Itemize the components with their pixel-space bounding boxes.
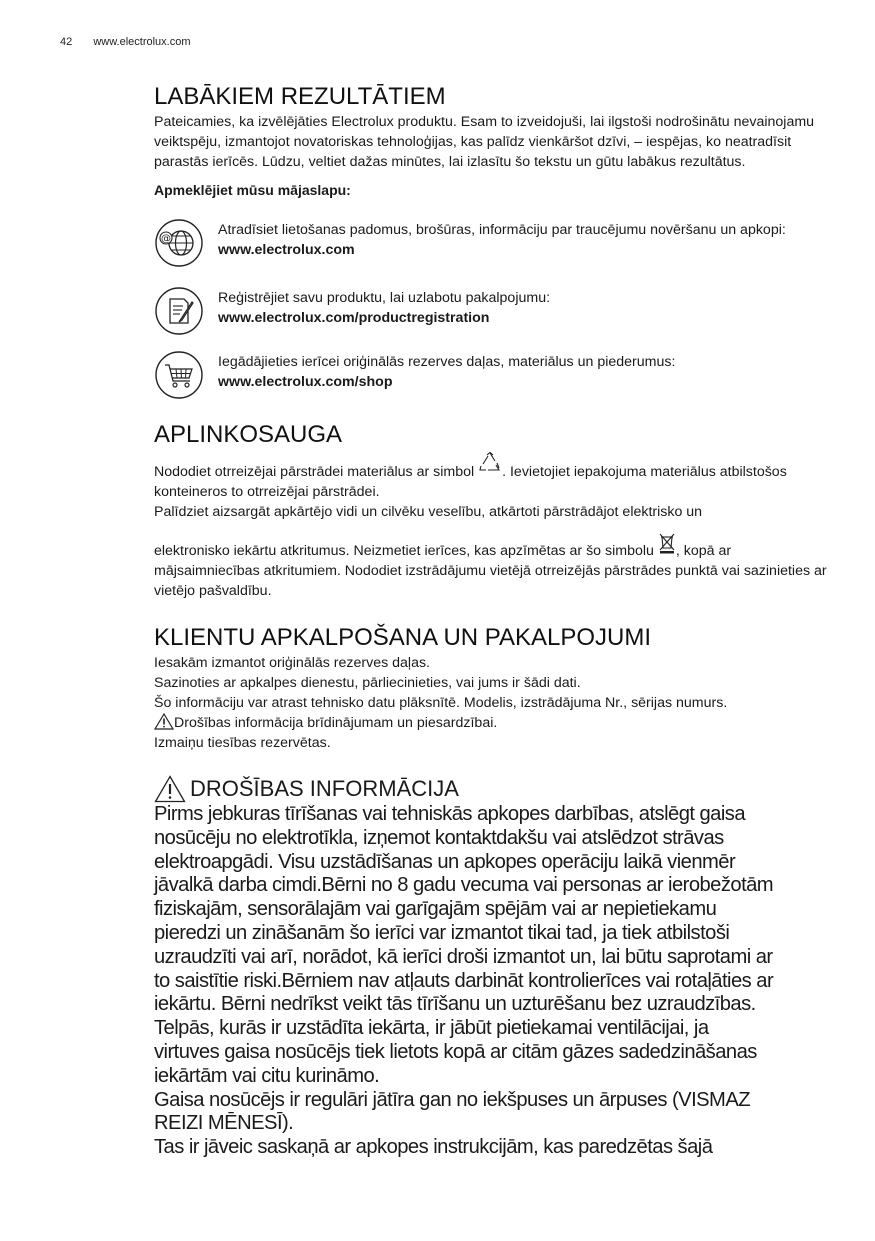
link-url-info[interactable]: www.electrolux.com <box>218 242 355 258</box>
safety-line-8: to saistītie riski.Bērniem nav atļauts darbināt kontrolierīces vai rotaļāties ar <box>154 969 774 992</box>
safety-line-6: pieredzi un zināšanām šo ierīci var izmantot tikai tad, ja tiek atbilstoši <box>154 921 730 944</box>
safety-line-7: uzraudzīti vai arī, norādot, kā ierīci droši izmantot un, lai būtu saprotami ar <box>154 945 773 968</box>
link-row-registration <box>154 288 834 338</box>
best-results-intro: Pateicamies, ka izvēlējāties Electrolux produktu. Esam to izveidojuši, lai ilgstoši nodrošinātu nevainojamu veiktspēju, izmantojot novatoriskas tehnoloģijas, kas palīdz vienkāršot dzīvi, – iespējas, ko neatradīsit parastās ierīcēs. Lūdzu, veltiet dažas minūtes, lai izlasītu šo tekstu un gūtu labākus rezultātus. <box>154 114 815 170</box>
environment-paragraph-2 <box>154 532 834 601</box>
website-url[interactable]: www.electrolux.com <box>93 36 191 48</box>
safety-line-5: fiziskajām, sensorālajām vai garīgajām spējām vai ar nepietiekamu <box>154 898 717 921</box>
link-text-registration: Reģistrējiet savu produktu, lai uzlabotu pakalpojumu: <box>218 290 551 306</box>
register-document-icon <box>154 286 204 336</box>
link-text-shop: Iegādājieties ierīcei oriģinālās rezerves daļas, materiālus un piederumus: <box>218 354 676 370</box>
page-header <box>60 36 191 48</box>
service-warning-line <box>154 713 834 733</box>
safety-line-13: Gaisa nosūcējs ir regulāri jātīra gan no iekšpuses un ārpuses (VISMAZ <box>154 1088 751 1111</box>
safety-line-10: Telpās, kurās ir uzstādīta iekārta, ir jābūt pietiekamai ventilācijai, ja <box>154 1017 709 1040</box>
link-url-registration[interactable]: www.electrolux.com/productregistration <box>218 310 490 326</box>
globe-at-icon <box>154 218 204 268</box>
service-line-2: Sazinoties ar apkalpes dienestu, pārliecinieties, vai jums ir šādi dati. <box>154 675 581 691</box>
recycling-icon <box>478 452 502 474</box>
service-warning-text: Drošības informācija brīdinājumam un piesardzībai. <box>174 715 498 731</box>
service-rights-line: Izmaiņu tiesības rezervētas. <box>154 735 331 751</box>
crossed-bin-icon <box>658 532 676 554</box>
environment-p2-start: elektronisko iekārtu atkritumus. Neizmetiet ierīces, kas apzīmētas ar šo simbolu <box>154 543 654 559</box>
page-number: 42 <box>60 36 73 48</box>
environment-p1-end: . Ievietojiet iepakojuma materiālus atbilstošos konteineros to otrreizējai pārstrādei. <box>154 464 787 500</box>
link-row-info <box>154 220 834 270</box>
environment-paragraph-2-line-1: Palīdziet aizsargāt apkārtējo vidi un cilvēku veselību, atkārtoti pārstrādājot elektrisko un <box>154 504 703 520</box>
safety-line-12: iekārtām vai citu kurināmo. <box>154 1064 380 1087</box>
page-content <box>154 82 834 1160</box>
safety-heading <box>154 775 834 803</box>
link-url-shop[interactable]: www.electrolux.com/shop <box>218 374 393 390</box>
safety-line-15: Tas ir jāveic saskaņā ar apkopes instrukcijām, kas paredzētas šajā <box>154 1136 713 1159</box>
warning-triangle-icon <box>154 775 186 803</box>
link-text-info: Atradīsiet lietošanas padomus, brošūras, informāciju par traucējumu novēršanu un apkopi: <box>218 222 786 238</box>
link-row-shop <box>154 352 834 402</box>
safety-line-14: REIZI MĒNESĪ). <box>154 1112 294 1135</box>
safety-body <box>154 803 834 1160</box>
safety-line-11: virtuves gaisa nosūcējs tiek lietots kopā ar citām gāzes sadedzināšanas <box>154 1040 757 1063</box>
safety-line-9: iekārtu. Bērni nedrīkst veikt tās tīrīšanu un uzturēšanu bez uzraudzības. <box>154 993 756 1016</box>
shopping-cart-icon <box>154 350 204 400</box>
safety-line-3: elektroapgādi. Visu uzstādīšanas un apkopes operāciju laikā vienmēr <box>154 850 736 873</box>
visit-website-title: Apmeklējiet mūsu mājaslapu: <box>154 182 351 198</box>
environment-title: APLINKOSAUGA <box>154 421 343 448</box>
warning-triangle-icon <box>154 713 174 730</box>
safety-line-2: nosūcēju no elektrotīkla, izņemot kontaktdakšu vai atslēdzot strāvas <box>154 826 724 849</box>
safety-title: DROŠĪBAS INFORMĀCIJA <box>190 776 459 801</box>
service-line-1: Iesakām izmantot oriģinālās rezerves daļas. <box>154 655 430 671</box>
safety-line-1: Pirms jebkuras tīrīšanas vai tehniskās apkopes darbības, atslēgt gaisa <box>154 803 745 825</box>
svg-text:@: @ <box>161 233 171 245</box>
service-line-3: Šo informāciju var atrast tehnisko datu plāksnītē. Modelis, izstrādājuma Nr., sērijas numurs. <box>154 695 728 711</box>
environment-p1-start: Nododiet otrreizējai pārstrādei materiālus ar simbol <box>154 464 475 480</box>
environment-p2-end: , kopā ar mājsaimniecības atkritumiem. Nododiet izstrādājumu vietējā otrreizējās pārstrādes punktā vai sazinieties ar vietējo pašvaldību. <box>154 543 827 599</box>
service-title: KLIENTU APKALPOŠANA UN PAKALPOJUMI <box>154 624 652 651</box>
environment-paragraph-1 <box>154 452 834 502</box>
best-results-title: LABĀKIEM REZULTĀTIEM <box>154 83 446 110</box>
safety-line-4: jāvalkā darba cimdi.Bērni no 8 gadu vecuma vai personas ar ierobežotām <box>154 874 774 897</box>
